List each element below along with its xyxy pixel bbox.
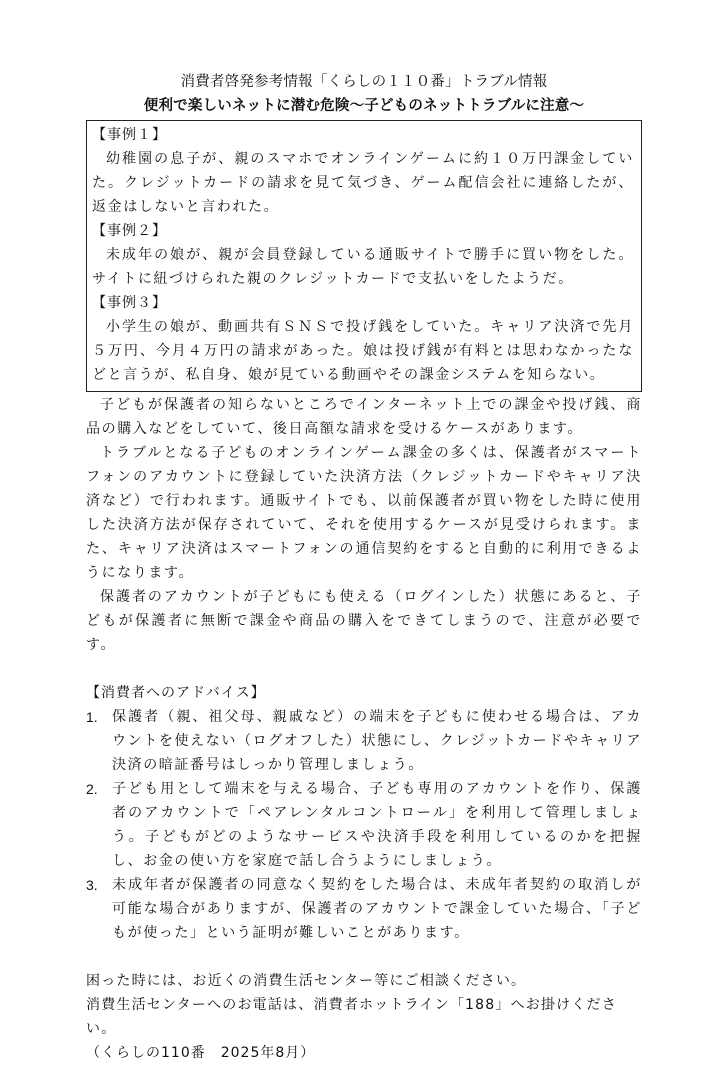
advice-item — [86, 777, 642, 873]
advice-number: 2. — [86, 781, 98, 797]
explanation-paragraph: 子どもが保護者の知らないところでインターネット上での課金や投げ銭、商品の購入などをしていて、後日高額な請求を受けるケースがあります。 — [86, 397, 642, 437]
case-text: 幼稚園の息子が、親のスマホでオンラインゲームに約１０万円課金していた。クレジットカードの請求を見て気づき、ゲーム配信会社に連絡したが、返金はしないと言われた。 — [92, 151, 634, 215]
source-note: （くらしの110番 2025年8月） — [86, 1045, 316, 1061]
advice-text: 保護者（親、祖父母、親戚など）の端末を子どもに使わせる場合は、アカウントを使えない（ログオフした）状態にし、クレジットカードやキャリア決済の暗証番号はしっかり管理しましょう。 — [112, 709, 642, 773]
document-title: 消費者啓発参考情報「くらしの１１０番」トラブル情報 — [180, 74, 548, 90]
document-subtitle: 便利で楽しいネットに潜む危険～子どものネットトラブルに注意～ — [143, 98, 585, 114]
case-text: 未成年の娘が、親が会員登録している通販サイトで勝手に買い物をした。サイトに紐づけられた親のクレジットカードで支払いをしたようだ。 — [92, 247, 634, 287]
explanation-section — [86, 393, 642, 1065]
closing-hotline: 消費生活センターへのお電話は、消費者ホットライン「188」へお掛けください。 — [86, 997, 617, 1037]
advice-item — [86, 705, 642, 777]
case-example-3 — [92, 291, 634, 387]
advice-number: 1. — [86, 709, 98, 725]
case-text: 小学生の娘が、動画共有ＳＮＳで投げ銭をしていた。キャリア決済で先月５万円、今月４万円の請求があった。娘は投げ銭が有料とは思わなかったなどと言うが、私自身、娘が見ている動画やその課金システムを知らない。 — [92, 319, 634, 383]
case-examples-box — [86, 120, 642, 392]
case-heading: 【事例１】 — [92, 127, 167, 143]
document-page — [86, 70, 642, 1065]
advice-text: 子ども用として端末を与える場合、子ども専用のアカウントを作り、保護者のアカウントで「ペアレンタルコントロール」を利用して管理しましょう。子どもがどのようなサービスや決済手段を利用しているのかを把握し、お金の使い方を家庭で話し合うようにしましょう。 — [112, 781, 642, 869]
advice-heading: 【消費者へのアドバイス】 — [86, 685, 266, 701]
explanation-paragraph: トラブルとなる子どものオンラインゲーム課金の多くは、保護者がスマートフォンのアカウントに登録していた決済方法（クレジットカードやキャリア決済など）で行われます。通販サイトでも、以前保護者が買い物をした時に使用した決済方法が保存されていて、それを使用するケースが見受けられます。また、キャリア決済はスマートフォンの通信契約をすると自動的に利用できるようになります。 — [86, 445, 642, 581]
section-spacer — [86, 657, 642, 681]
section-spacer — [86, 945, 642, 969]
advice-list — [86, 705, 642, 945]
closing-consultation: 困った時には、お近くの消費生活センター等にご相談ください。 — [86, 973, 527, 989]
case-heading: 【事例２】 — [92, 223, 167, 239]
case-heading: 【事例３】 — [92, 295, 167, 311]
advice-item — [86, 873, 642, 945]
case-example-2 — [92, 219, 634, 291]
advice-text: 未成年者が保護者の同意なく契約をした場合は、未成年者契約の取消しが可能な場合がありますが、保護者のアカウントで課金していた場合、「子どもが使った」という証明が難しいことがあります。 — [112, 877, 642, 941]
case-example-1 — [92, 123, 634, 219]
explanation-paragraph: 保護者のアカウントが子どもにも使える（ログインした）状態にあると、子どもが保護者に無断で課金や商品の購入をできてしまうので、注意が必要です。 — [86, 589, 642, 653]
advice-number: 3. — [86, 877, 98, 893]
